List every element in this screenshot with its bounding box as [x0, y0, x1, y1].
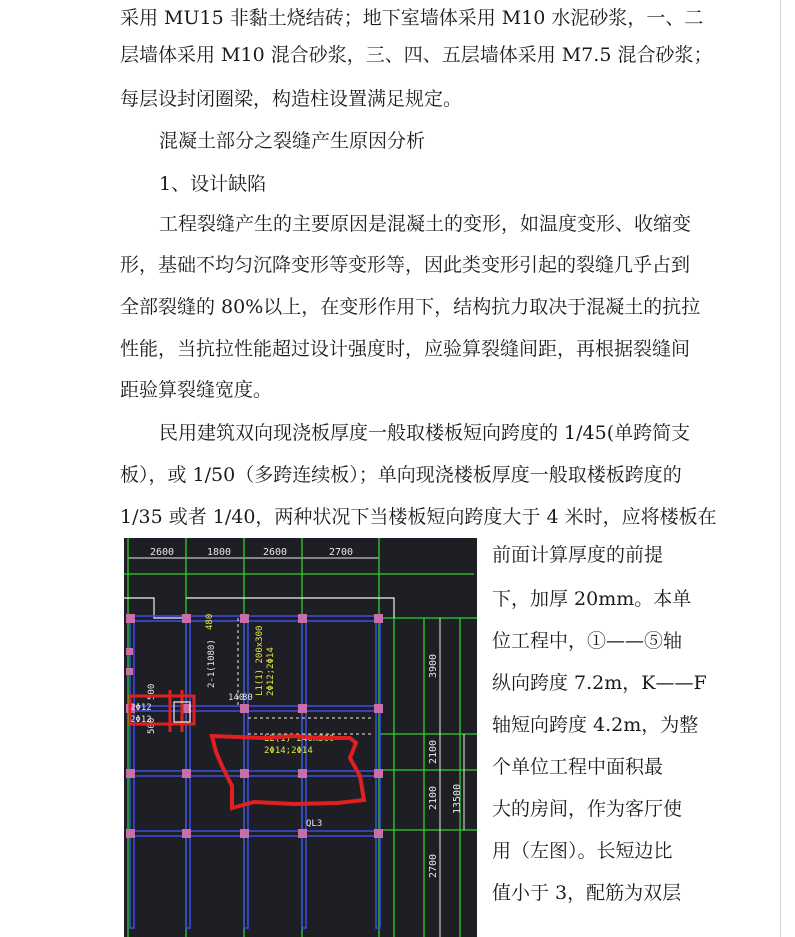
rebar-a: 2Φ12: [130, 703, 152, 713]
side-text-line: 大的房间，作为客厅使: [492, 798, 683, 820]
dim-label: 3900: [428, 653, 439, 678]
page-edge: [780, 0, 781, 937]
dim-label: 1800: [207, 547, 232, 558]
ring-beam-label: QL3: [306, 819, 323, 829]
side-text-line: 纵向跨度 7.2m，K——F: [492, 672, 707, 694]
dim-140: 140: [228, 693, 245, 703]
paragraph-line: 板），或 1/50（多跨连续板）；单向现浇楼板厚度一般取楼板跨度的: [120, 464, 682, 486]
side-text-line: 前面计算厚度的前提: [492, 544, 664, 566]
side-text-line: 值小于 3，配筋为双层: [492, 882, 682, 904]
dim-label: 2700: [329, 547, 354, 558]
paragraph-line: 工程裂缝产生的主要原因是混凝土的变形，如温度变形、收缩变: [159, 213, 692, 235]
dim-80: 80: [242, 693, 253, 703]
paragraph-line: 每层设封闭圈梁，构造柱设置满足规定。: [120, 88, 463, 110]
paragraph-line: 全部裂缝的 80%以上，在变形作用下，结构抗力取决于混凝土的抗拉: [120, 296, 701, 318]
beam-note-a: L1(1) 200x300: [255, 625, 265, 696]
side-text-line: 下，加厚 20mm。本单: [492, 588, 692, 610]
dim-480: 480: [205, 613, 215, 630]
paragraph-line: 距验算裂缝宽度。: [120, 379, 273, 401]
paragraph-line: 1/35 或者 1/40，两种状况下当楼板短向跨度大于 4 米时，应将楼板在: [120, 506, 717, 528]
dim-label: 2100: [428, 785, 439, 810]
side-text-line: 个单位工程中面积最: [492, 756, 664, 778]
side-text-line: 轴短向跨度 4.2m，为整: [492, 714, 699, 736]
dim-label: 2100: [428, 739, 439, 764]
rebar-b: 2Φ12: [130, 715, 152, 725]
paragraph-line: 采用 MU15 非黏土烧结砖；地下室墙体采用 M10 水泥砂浆，一、二: [120, 7, 704, 29]
dim-1080: 2-1(1080): [207, 639, 217, 688]
dim-label: 2600: [150, 547, 175, 558]
paragraph-line: 民用建筑双向现浇板厚度一般取楼板短向跨度的 1/45(单跨简支: [159, 422, 691, 444]
dim-label: 2600: [263, 547, 288, 558]
dim-label: 13500: [452, 783, 463, 814]
paragraph-line: 层墙体采用 M10 混合砂浆，三、四、五层墙体采用 M7.5 混合砂浆；: [120, 44, 713, 66]
side-text-line: 用（左图）。长短边比: [492, 840, 673, 862]
dim-500a: 500: [147, 683, 157, 700]
section-heading: 混凝土部分之裂缝产生原因分析: [159, 130, 426, 152]
wall-outline: [124, 598, 394, 618]
paragraph-line: 形，基础不均匀沉降变形等变形等，因此类变形引起的裂缝几乎占到: [120, 254, 691, 276]
beam-note-b: L2(1) 240x300: [264, 734, 335, 744]
beam-note-b2: 2Φ14;2Φ14: [264, 746, 313, 756]
paragraph-line: 性能，当抗拉性能超过设计强度时，应验算裂缝间距，再根据裂缝间: [120, 338, 691, 360]
dim-label: 2700: [428, 853, 439, 878]
subsection-heading: 1、设计缺陷: [159, 173, 267, 195]
dim-500b: 500: [147, 717, 157, 734]
side-text-line: 位工程中，①——⑤轴: [492, 630, 683, 652]
beam-note-a2: 2Φ12;2Φ14: [266, 647, 276, 696]
structural-plan-drawing: [124, 538, 477, 937]
